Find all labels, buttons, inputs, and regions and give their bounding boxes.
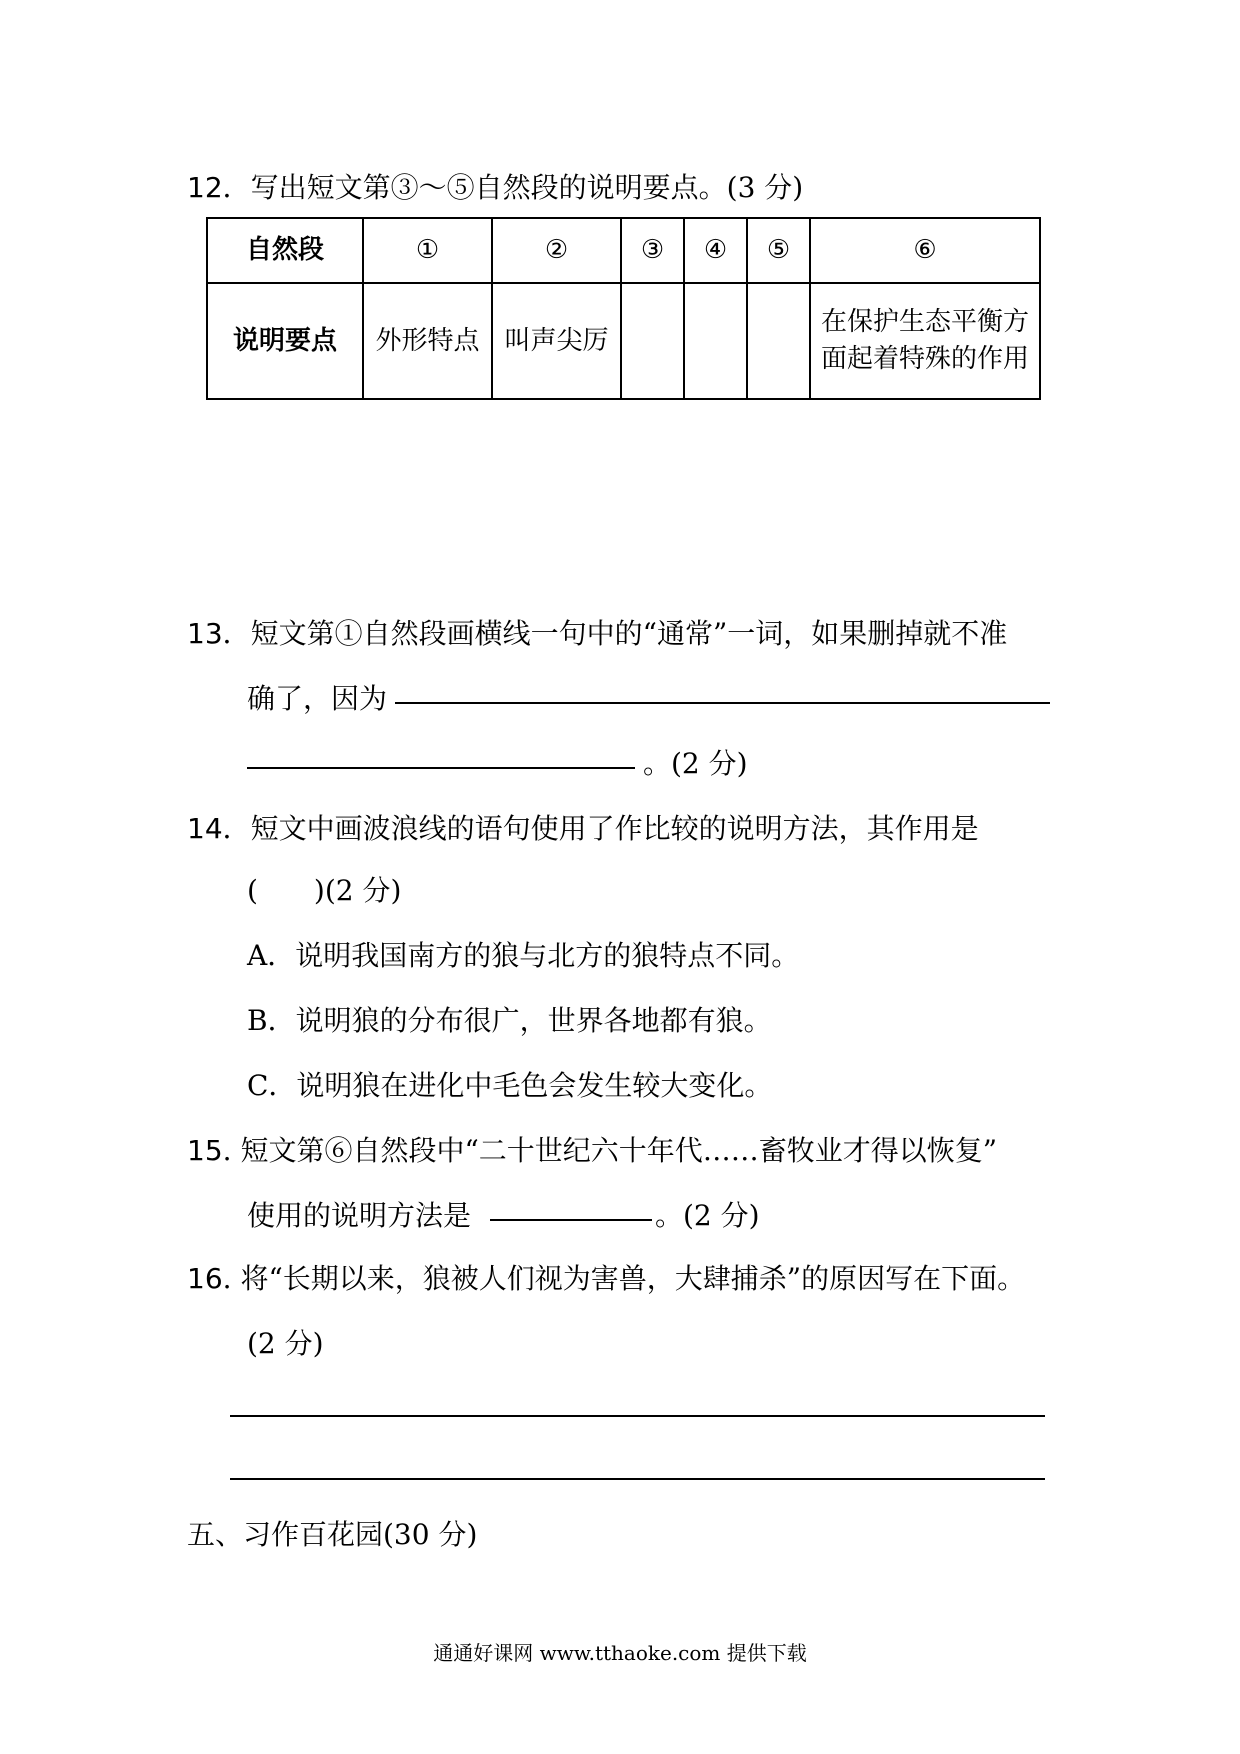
question-text: ．短文第①自然段画横线一句中的“通常”一词，如果删掉就不准 [222, 617, 1008, 650]
option-c[interactable]: C．说明狼在进化中毛色会发生较大变化。 [247, 1069, 773, 1102]
answer-parentheses[interactable]: ( )(2 分) [247, 874, 402, 907]
paragraph-cell: ② [492, 218, 621, 283]
section-heading: 五、习作百花园(30 分) [187, 1518, 478, 1551]
question-number: 16 [187, 1262, 223, 1295]
point-answer-cell[interactable] [684, 283, 747, 399]
point-cell: 在保护生态平衡方面起着特殊的作用 [810, 283, 1040, 399]
question-number: 12 [187, 171, 223, 204]
paragraph-cell: ③ [621, 218, 684, 283]
point-cell: 叫声尖厉 [492, 283, 621, 399]
point-answer-cell[interactable] [747, 283, 810, 399]
point-answer-cell[interactable] [621, 283, 684, 399]
paragraph-cell: ⑥ [810, 218, 1040, 283]
option-a[interactable]: A．说明我国南方的狼与北方的狼特点不同。 [247, 939, 800, 972]
question-number: 13 [187, 617, 223, 650]
explanation-points-table [206, 217, 1041, 400]
question-text: . 短文第⑥自然段中“二十世纪六十年代……畜牧业才得以恢复” [222, 1134, 998, 1167]
question-13 [187, 612, 1007, 652]
paragraph-row [207, 218, 1040, 283]
answer-blank[interactable] [247, 767, 635, 769]
row-header-points: 说明要点 [207, 283, 363, 399]
point-cell: 外形特点 [363, 283, 492, 399]
answer-line[interactable] [230, 1415, 1045, 1417]
question-text: ．写出短文第③～⑤自然段的说明要点。(3 分) [222, 171, 804, 204]
question-14 [187, 807, 979, 847]
score-note: 。(2 分) [643, 747, 748, 780]
paragraph-cell: ④ [684, 218, 747, 283]
points-row [207, 283, 1040, 399]
paragraph-cell: ① [363, 218, 492, 283]
option-b[interactable]: B．说明狼的分布很广，世界各地都有狼。 [247, 1004, 772, 1037]
question-number: 15 [187, 1134, 223, 1167]
question-number: 14 [187, 812, 223, 845]
question-12 [187, 166, 803, 206]
question-text: ．短文中画波浪线的语句使用了作比较的说明方法，其作用是 [222, 812, 979, 845]
paragraph-cell: ⑤ [747, 218, 810, 283]
answer-blank[interactable] [395, 702, 1050, 704]
page-footer: 通通好课网 www.tthaoke.com 提供下载 [433, 1641, 807, 1665]
question-15 [187, 1129, 997, 1169]
question-text: . 将“长期以来，狼被人们视为害兽，大肆捕杀”的原因写在下面。 [222, 1262, 1026, 1295]
score-note: (2 分) [247, 1327, 324, 1360]
row-header-paragraph: 自然段 [207, 218, 363, 283]
question-16 [187, 1257, 1025, 1297]
question-13-line-2: 确了，因为 [247, 682, 388, 715]
question-15-line-2: 使用的说明方法是 [247, 1199, 472, 1232]
score-note: 。(2 分) [655, 1199, 760, 1232]
answer-line[interactable] [230, 1478, 1045, 1480]
answer-blank[interactable] [490, 1219, 652, 1221]
